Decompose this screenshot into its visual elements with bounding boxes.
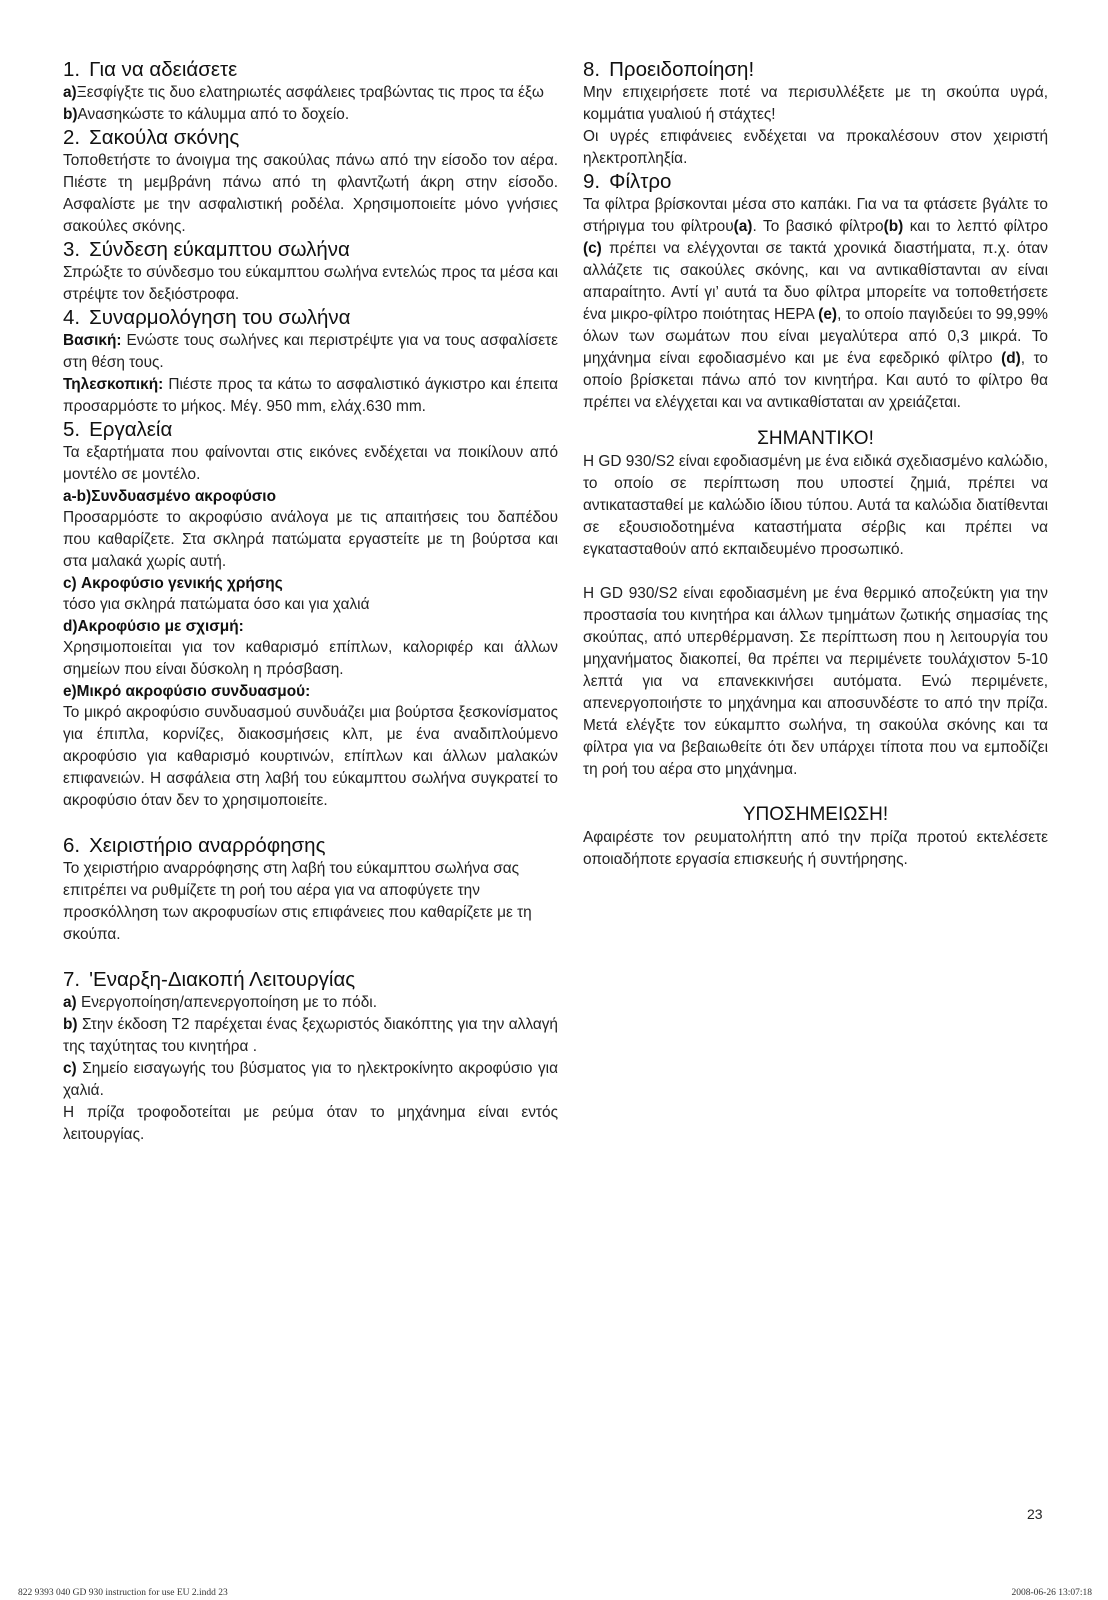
section-7-note: Η πρίζα τροφοδοτείται με ρεύμα όταν το μηχάνημα είναι εντός λειτουργίας. (63, 1104, 558, 1143)
section-1-heading: 1. Για να αδειάσετε (63, 58, 238, 81)
important-text-2: Η GD 930/S2 είναι εφοδιασμένη με ένα θερμικό αποζεύκτη για την προστασία του κινητήρα και άλλων τμημάτων ζωτικής σημασίας της σκούπας, από υπερθέρμανση. Σε περίπτωση που η λειτουργία του μηχανήματος διακοπεί, θα πρέπει να περιμένετε τουλάχιστον 5-10 λεπτά για να επανεκκινήσει αυτόματα. Ενώ περιμένετε, απενεργοποιήστε το μηχάνημα και αποσυνδέστε το από την πρίζα. Μετά ελέγξτε τον εύκαμπτο σωλήνα, τη σακούλα σκόνης και τα φίλτρα για να βεβαιωθείτε ότι δεν υπάρχει τίποτα που να εμποδίζει τη ροή του αέρα στο μηχάνημα. (583, 585, 1048, 778)
section-7-item-c: c) Σημείο εισαγωγής του βύσματος για το ηλεκτροκίνητο ακροφύσιο για χαλιά. (63, 1060, 558, 1099)
section-9-heading: 9. Φίλτρο (583, 170, 672, 193)
section-2-text: Τοποθετήστε το άνοιγμα της σακούλας πάνω από την είσοδο τον αέρα. Πιέστε τη μεμβράνη πάνω από τη φλαντζωτή άκρη στην είσοδο. Ασφαλίστε με την ασφαλιστική ροδέλα. Χρησιμοποιείτε μόνο γνήσιες σακούλες σκόνης. (63, 152, 558, 235)
section-5-ab-text: Προσαρμόστε το ακροφύσιο ανάλογα με τις απαιτήσεις του δαπέδου που καθαρίζετε. Στα σκληρά πατώματα εργαστείτε με τη βούρτσα και στα μαλακά χωρίς αυτή. (63, 509, 558, 570)
section-7-heading: 7. 'Εναρξη-Διακοπή Λειτουργίας (63, 968, 356, 991)
section-5-ab-heading: a-b)Συνδυασμένο ακροφύσιο (63, 488, 276, 505)
section-8-text-2: Οι υγρές επιφάνειες ενδέχεται να προκαλέσουν στον χειριστή ηλεκτροπληξία. (583, 128, 1048, 167)
footer-file-info: 822 9393 040 GD 930 instruction for use EU 2.indd 23 (18, 1588, 228, 1598)
note-text: Αφαιρέστε τον ρευματολήπτη από την πρίζα προτού εκτελέσετε οποιαδήποτε εργασία επισκευής ή συντήρησης. (583, 829, 1048, 868)
section-1-item-b: b)Ανασηκώστε το κάλυμμα από το δοχείο. (63, 106, 350, 123)
section-4-telescopic: Τηλεσκοπική: Πιέστε προς τα κάτω το ασφαλιστικό άγκιστρο και έπειτα προσαρμόστε το μήκος. Μέγ. 950 mm, ελάχ.630 mm. (63, 376, 558, 415)
section-5-intro: Τα εξαρτήματα που φαίνονται στις εικόνες ενδέχεται να ποικίλουν από μοντέλο σε μοντέλο. (63, 444, 558, 483)
section-3-text: Σπρώξτε το σύνδεσμο του εύκαμπτου σωλήνα εντελώς προς τα μέσα και στρέψτε τον δεξιόστροφα. (63, 264, 558, 303)
section-7-item-a: a) Ενεργοποίηση/απενεργοποίηση με το πόδι. (63, 994, 377, 1011)
important-text-1: Η GD 930/S2 είναι εφοδιασμένη με ένα ειδικά σχεδιασμένο καλώδιο, το οποίο σε περίπτωση που υποστεί ζημιά, πρέπει να αντικατασταθεί με καλώδιο ίδιου τύπου. Αυτά τα καλώδια διατίθενται σε εξουσιοδοτημένα καταστήματα σέρβις και πρέπει να εγκατασταθούν από εκπαιδευμένο προσωπικό. (583, 453, 1048, 558)
section-5-c-text: τόσο για σκληρά πατώματα όσο και για χαλιά (63, 596, 370, 613)
important-heading: ΣΗΜΑΝΤΙΚΟ! (757, 428, 874, 449)
section-5-e-heading: e)Μικρό ακροφύσιο συνδυασμού: (63, 683, 311, 700)
section-6-text: Το χειριστήριο αναρρόφησης στη λαβή του εύκαμπτου σωλήνα σας επιτρέπει να ρυθμίζετε τη ροή του αέρα για να αποφύγετε την προσκόλληση των ακροφυσίων στις επιφάνειες που καθαρίζετε με τη σκούπα. (63, 860, 532, 943)
section-5-e-text: Το μικρό ακροφύσιο συνδυασμού συνδυάζει μια βούρτσα ξεσκονίσματος για έπιπλα, κορνίζες, διακοσμήσεις κλπ, με ένα αναδιπλούμενο ακροφύσιο για καθαρισμό κουρτινών, επίπλων και άλλων μαλακών επιφανειών. Η ασφάλεια στη λαβή του εύκαμπτου σωλήνα συγκρατεί το ακροφύσιο όταν δεν το χρησιμοποιείτε. (63, 704, 558, 809)
section-7-item-b: b) Στην έκδοση T2 παρέχεται ένας ξεχωριστός διακόπτης για την αλλαγή της ταχύτητας του κινητήρα . (63, 1016, 558, 1055)
section-4-basic: Βασική: Ενώστε τους σωλήνες και περιστρέψτε για να τους ασφαλίσετε στη θέση τους. (63, 332, 558, 371)
section-1-item-a: a)Ξεσφίγξτε τις δυο ελατηριωτές ασφάλειες τραβώντας τις προς τα έξω (63, 84, 544, 101)
note-heading: ΥΠΟΣΗΜΕΙΩΣΗ! (742, 804, 889, 825)
right-column (583, 58, 1048, 871)
section-5-c-heading: c) Ακροφύσιο γενικής χρήσης (63, 575, 283, 592)
section-3-heading: 3. Σύνδεση εύκαμπτου σωλήνα (63, 238, 350, 261)
left-column (63, 58, 558, 1146)
footer-timestamp: 2008-06-26 13:07:18 (1011, 1588, 1092, 1598)
section-9-text: Τα φίλτρα βρίσκονται μέσα στο καπάκι. Για να τα φτάσετε βγάλτε το στήριγμα του φίλτρου(a). Το βασικό φίλτρο(b) και το λεπτό φίλτρο (c) πρέπει να ελέγχονται σε τακτά χρονικά διαστήματα, π.χ. όταν αλλάζετε τις σακούλες σκόνης, και να αντικαθίστανται αν είναι απαραίτητο. Αντί γι’ αυτά τα δυο φίλτρα μπορείτε να τοποθετήσετε ένα μικρο-φίλτρο ποιότητας HEPA (e), το οποίο παγιδεύει το 99,99% όλων των σωμάτων που είναι μεγαλύτερα από 0,3 μικρά. Το μηχάνημα είναι εφοδιασμένο και με ένα εφεδρικό φίλτρο (d), το οποίο βρίσκεται πάνω από τον κινητήρα. Και αυτό το φίλτρο θα πρέπει να ελέγχεται και να αντικαθίσταται αν χρειάζεται. (583, 196, 1048, 411)
section-5-d-heading: d)Ακροφύσιο με σχισμή: (63, 618, 244, 635)
section-5-d-text: Χρησιμοποιείται για τον καθαρισμό επίπλων, καλοριφέρ και άλλων σημείων που είναι δύσκολη η πρόσβαση. (63, 639, 558, 678)
section-6-heading: 6. Χειριστήριο αναρρόφησης (63, 834, 326, 857)
page-number: 23 (1027, 1506, 1043, 1522)
section-8-text-1: Μην επιχειρήσετε ποτέ να περισυλλέξετε με τη σκούπα υγρά, κομμάτια γυαλιού ή στάχτες! (583, 84, 1048, 123)
section-8-heading: 8. Προειδοποίηση! (583, 58, 755, 81)
section-5-heading: 5. Εργαλεία (63, 418, 173, 441)
section-4-heading: 4. Συναρμολόγηση του σωλήνα (63, 306, 351, 329)
section-2-heading: 2. Σακούλα σκόνης (63, 126, 240, 149)
